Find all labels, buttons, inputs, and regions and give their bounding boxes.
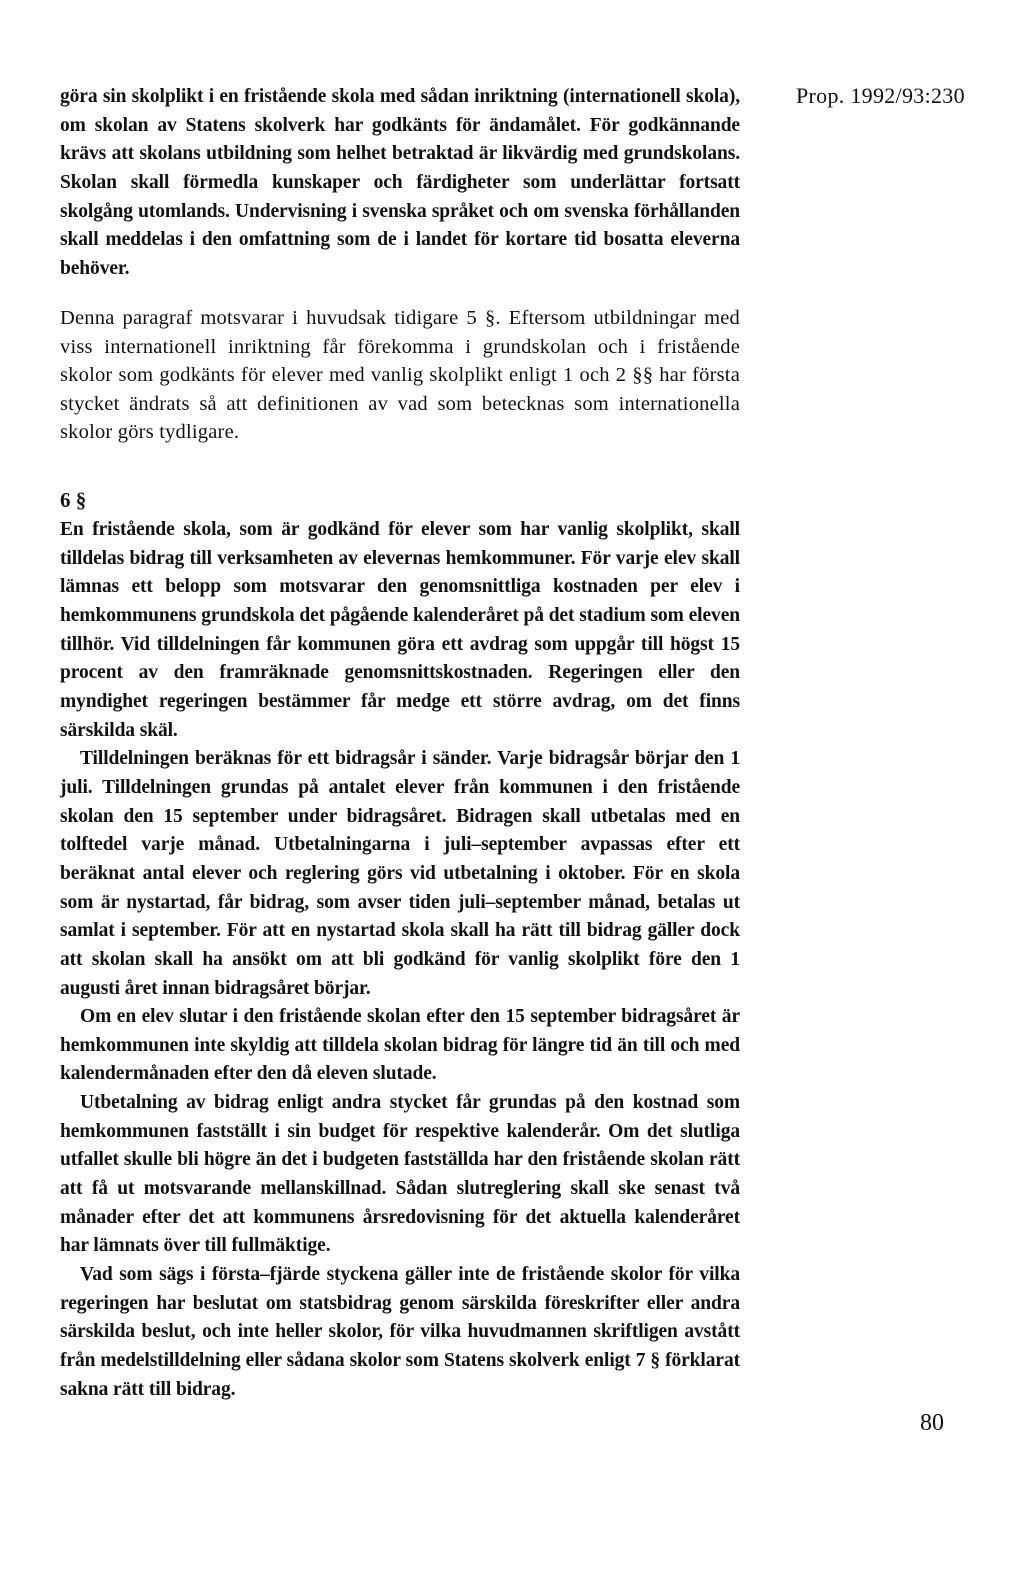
- section-6-paragraph-5: Vad som sägs i första–fjärde styckena gäller inte de fristående skolor för vilka regeringen har beslutat om statsbidrag genom särskilda föreskrifter eller andra särskilda beslut, och inte heller skolor, för vilka huvudmannen skriftligen avstått från medelstilldelning eller sådana skolor som Statens skolverk enligt 7 § förklarat sakna rätt till bidrag.: [60, 1264, 740, 1400]
- section-6-paragraph-3: Om en elev slutar i den fristående skolan efter den 15 september bidragsåret är hemkommunen inte skyldig att tilldela skolan bidrag för längre tid än till och med kalendermånaden efter den då eleven slutade.: [60, 1006, 740, 1085]
- commentary-paragraph: Denna paragraf motsvarar i huvudsak tidigare 5 §. Eftersom utbildningar med viss internationell inriktning får förekomma i grundskolan och i fristående skolor som godkänts för elever med vanlig skolplikt enligt 1 och 2 §§ har första stycket ändrats så att definitionen av vad som betecknas som internationella skolor görs tydligare.: [60, 307, 740, 443]
- page-number: 80: [920, 1410, 944, 1436]
- commentary-block: [60, 304, 740, 447]
- section-6-paragraph-4: Utbetalning av bidrag enligt andra stycket får grundas på den kostnad som hemkommunen fastställt i sin budget för respektive kalenderår. Om det slutliga utfallet skulle bli högre än det i budgeten fastställda har den fristående skolan rätt att få ut motsvarande mellanskillnad. Sådan slutreglering skall ske senast två månader efter det att kommunens årsredovisning för det aktuella kalenderåret har lämnats över till fullmäktige.: [60, 1092, 740, 1257]
- proposition-reference: Prop. 1992/93:230: [796, 83, 965, 108]
- section-6-paragraph-2: Tilldelningen beräknas för ett bidragsår i sänder. Varje bidragsår börjar den 1 juli. Tilldelningen grundas på antalet elever från kommunen i den fristående skolan den 15 september under bidragsåret. Bidragen skall utbetalas med en tolftedel varje månad. Utbetalningarna i juli–september avpassas efter ett beräknat antal elever och reglering görs vid utbetalning i oktober. För en skola som är nystartad, får bidrag, som avser tiden juli–september månad, betalas ut samlat i september. För att en nystartad skola skall ha rätt till bidrag gäller dock att skolan skall ha ansökt om att bli godkänd för vanlig skolplikt före den 1 augusti året innan bidragsåret börjar.: [60, 748, 740, 999]
- law-text-paragraph: göra sin skolplikt i en fristående skola med sådan inriktning (internationell skola), om skolan av Statens skolverk har godkänts för ändamålet. För godkännande krävs att skolans utbildning som helhet betraktad är likvärdig med grundskolans. Skolan skall förmedla kunskaper och färdigheter som underlättar fortsatt skolgång utomlands. Undervisning i svenska språket och om svenska förhållanden skall meddelas i den omfattning som de i landet för kortare tid bosatta eleverna behöver.: [60, 86, 740, 279]
- section-heading-block: [60, 486, 740, 514]
- section-6-law-text: [60, 516, 740, 1404]
- law-text-continuation: [60, 83, 740, 284]
- section-6-paragraph-1: En fristående skola, som är godkänd för elever som har vanlig skolplikt, skall tilldelas bidrag till verksamheten av elevernas hemkommuner. För varje elev skall lämnas ett belopp som motsvarar den genomsnittliga kostnaden per elev i hemkommunens grundskola det pågående kalenderåret på det stadium som eleven tillhör. Vid tilldelningen får kommunen göra ett avdrag som uppgår till högst 15 procent av den framräknade genomsnittskostnaden. Regeringen eller den myndighet regeringen bestämmer får medge ett större avdrag, om det finns särskilda skäl.: [60, 519, 740, 741]
- section-heading: 6 §: [60, 488, 87, 512]
